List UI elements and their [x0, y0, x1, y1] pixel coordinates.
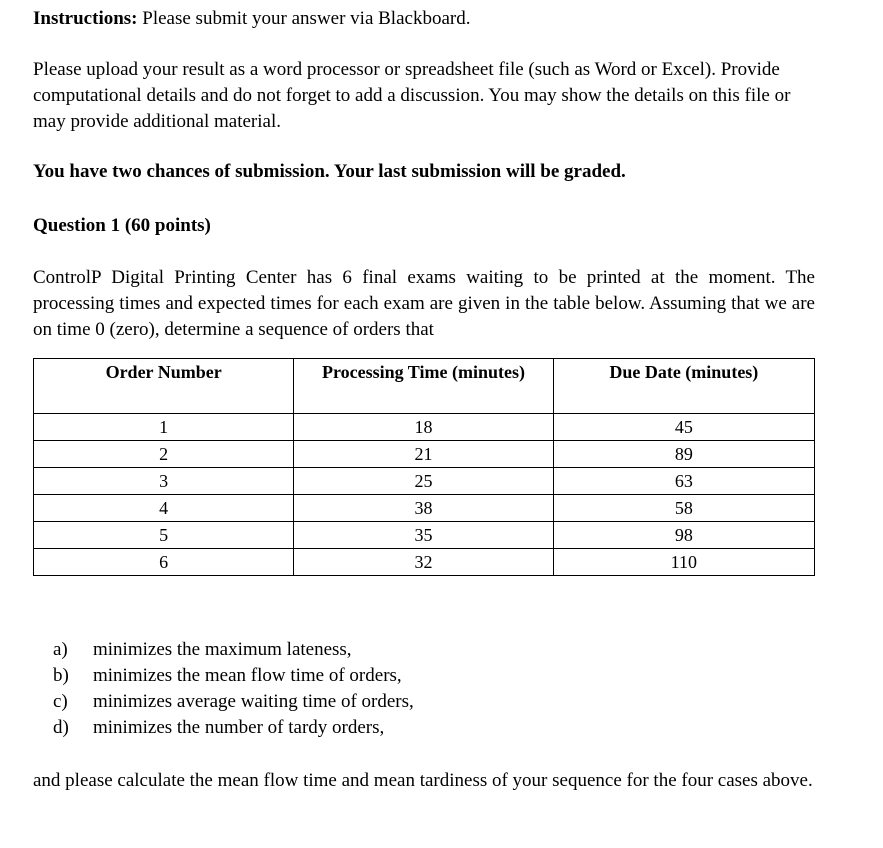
table-row	[34, 468, 815, 495]
list-item	[53, 663, 815, 689]
part-marker: c)	[53, 691, 68, 712]
header-due-date-text: Due Date (minutes)	[609, 362, 759, 382]
upload-paragraph: Please upload your result as a word processor or spreadsheet file (such as Word or Excel). Provide computational details and do not forget to add a discussion. You may show the details on this file or may provide additional material.	[33, 59, 791, 132]
processing-time-cell: 18	[294, 414, 553, 441]
list-item	[53, 637, 815, 663]
table-row	[34, 441, 815, 468]
table-row	[34, 549, 815, 576]
table-header-row	[34, 359, 815, 414]
order-number-cell: 1	[34, 414, 294, 441]
orders-table	[33, 358, 815, 576]
processing-time-cell: 25	[294, 468, 553, 495]
header-processing-time-text: Processing Time (minutes)	[321, 362, 525, 382]
table-row	[34, 414, 815, 441]
order-number-cell: 6	[34, 549, 294, 576]
due-date-cell: 110	[553, 549, 814, 576]
processing-time-cell: 38	[294, 495, 553, 522]
header-due-date	[553, 359, 814, 414]
order-number-cell: 5	[34, 522, 294, 549]
part-text: minimizes the number of tardy orders,	[93, 717, 385, 738]
question-title: Question 1 (60 points)	[33, 215, 211, 236]
due-date-cell: 45	[553, 414, 814, 441]
processing-time-cell: 32	[294, 549, 553, 576]
document-page	[33, 6, 815, 794]
instructions-line	[33, 6, 815, 32]
part-marker: d)	[53, 717, 69, 738]
due-date-cell: 89	[553, 441, 814, 468]
table-row	[34, 495, 815, 522]
order-number-cell: 3	[34, 468, 294, 495]
list-item	[53, 689, 815, 715]
part-marker: b)	[53, 665, 69, 686]
submission-chances-note: You have two chances of submission. Your last submission will be graded.	[33, 161, 626, 182]
due-date-cell: 58	[553, 495, 814, 522]
processing-time-cell: 21	[294, 441, 553, 468]
part-text: minimizes the maximum lateness,	[93, 639, 352, 660]
header-order-number: Order Number	[34, 359, 294, 414]
order-number-cell: 4	[34, 495, 294, 522]
question-intro: ControlP Digital Printing Center has 6 final exams waiting to be printed at the moment. The processing times and expected times for each exam are given in the table below. Assuming that we are on time 0 (zero), determine a sequence of orders that	[33, 267, 815, 340]
order-number-cell: 2	[34, 441, 294, 468]
due-date-cell: 98	[553, 522, 814, 549]
list-item	[53, 715, 815, 741]
processing-time-cell: 35	[294, 522, 553, 549]
part-text: minimizes the mean flow time of orders,	[93, 665, 402, 686]
instructions-label: Instructions:	[33, 8, 138, 29]
instructions-text: Please submit your answer via Blackboard.	[137, 8, 471, 29]
part-text: minimizes average waiting time of orders,	[93, 691, 414, 712]
part-marker: a)	[53, 639, 68, 660]
table-row	[34, 522, 815, 549]
closing-paragraph: and please calculate the mean flow time and mean tardiness of your sequence for the four cases above.	[33, 770, 813, 791]
header-processing-time	[294, 359, 553, 414]
due-date-cell: 63	[553, 468, 814, 495]
question-parts-list	[33, 637, 815, 741]
